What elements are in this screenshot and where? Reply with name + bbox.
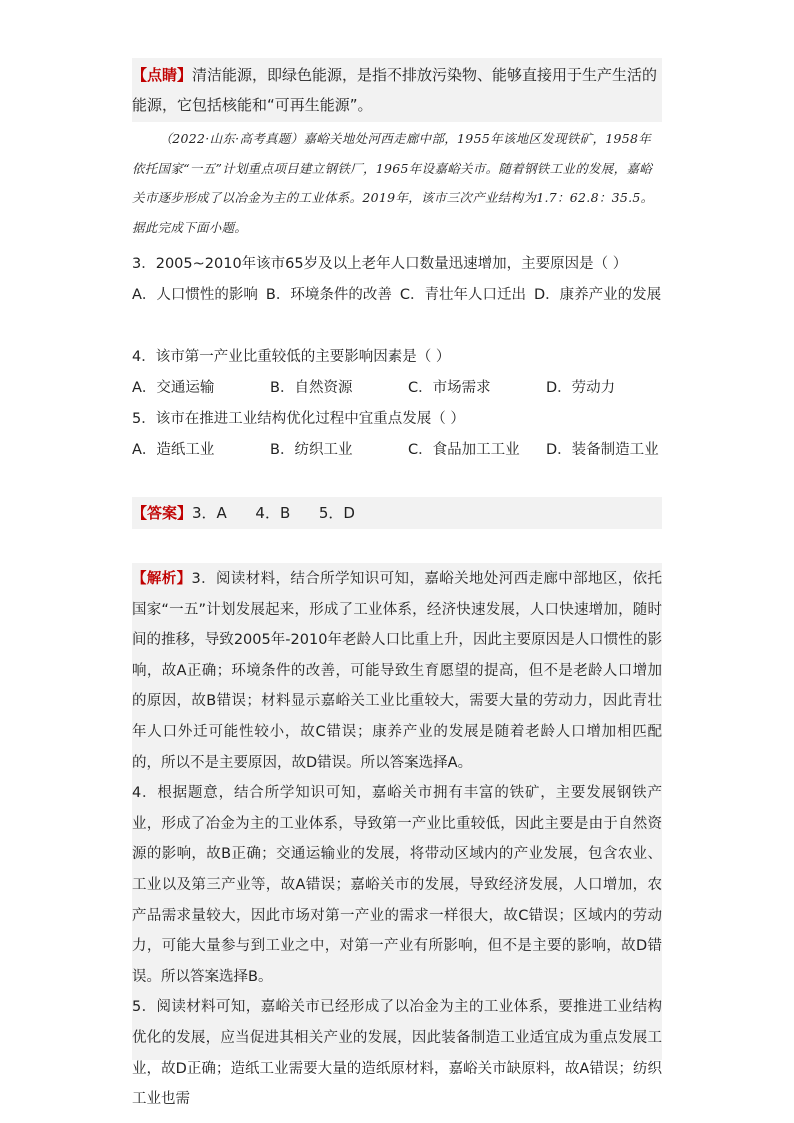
question-5-stem: 5．该市在推进工业结构优化过程中宜重点发展（ ） xyxy=(132,411,465,427)
option-4c: C．市场需求 xyxy=(408,380,491,396)
analysis-text-3: 3．阅读材料，结合所学知识可知，嘉峪关地处河西走廊中部地区，依托国家“一五”计划发展起来，形成了工业体系，经济快速发展，人口快速增加，随时间的推移，导致2005年-2010年老龄人口比重上升，因此主要原因是人口惯性的影响，故A正确；环境条件的改善，可能导致生育愿望的提高，但不是老龄人口增加的原因，故B错误；材料显示嘉峪关工业比重较大，需要大量的劳动力，因此青壮年人口外迁可能性较小，故C错误；康养产业的发展是随着老龄人口增加相匹配的，所以不是主要原因，故D错误。所以答案选择A。 xyxy=(132,571,663,771)
option-5a: A．造纸工业 xyxy=(132,442,215,458)
analysis-block xyxy=(132,563,663,1108)
option-5c: C．食品加工工业 xyxy=(408,442,520,458)
option-3a: A．人口惯性的影响 xyxy=(132,287,258,303)
answer-tag: 【答案】 xyxy=(132,504,193,522)
question-4-options xyxy=(132,373,662,404)
question-3-stem: 3．2005~2010年该市65岁及以上老年人口数量迅速增加，主要原因是（ ） xyxy=(132,256,628,272)
tip-text: 清洁能源，即绿色能源，是指不排放污染物、能够直接用于生产生活的能源，它包括核能和“可再生能源”。 xyxy=(132,66,658,114)
material-passage xyxy=(132,124,662,242)
tip-tag: 【点睛】 xyxy=(132,66,193,84)
option-5b: B．纺织工业 xyxy=(270,442,353,458)
tip-block xyxy=(132,58,662,122)
question-3 xyxy=(132,249,662,311)
question-5-options xyxy=(132,435,662,466)
option-5d: D．装备制造工业 xyxy=(546,442,659,458)
answer-text: 3．A 4．B 5．D xyxy=(192,504,355,522)
option-4b: B．自然资源 xyxy=(270,380,353,396)
analysis-para-5: 5．阅读材料可知，嘉峪关市已经形成了以冶金为主的工业体系，要推进工业结构优化的发展，应当促进其相关产业的发展，因此装备制造工业适宜成为重点发展工业，故D正确；造纸工业需要大量的造纸原材料，嘉峪关市缺原料，故A错误；纺织工业也需 xyxy=(132,999,662,1108)
question-5 xyxy=(132,404,662,466)
question-4 xyxy=(132,342,662,404)
option-3d: D．康养产业的发展 xyxy=(534,287,662,303)
question-3-options xyxy=(132,280,662,311)
answer-block xyxy=(132,497,662,529)
option-4d: D．劳动力 xyxy=(546,380,616,396)
option-3b: B．环境条件的改善 xyxy=(265,287,392,303)
analysis-tag: 【解析】 xyxy=(132,571,192,587)
analysis-para-3 xyxy=(132,564,662,778)
option-4a: A．交通运输 xyxy=(132,380,215,396)
analysis-para-4: 4．根据题意，结合所学知识可知，嘉峪关市拥有丰富的铁矿，主要发展钢铁产业，形成了冶金为主的工业体系，导致第一产业比重较低，因此主要是由于自然资源的影响，故B正确；交通运输业的发展，将带动区域内的产业发展，包含农业、工业以及第三产业等，故A错误；嘉峪关市的发展，导致经济发展，人口增加，农产品需求量较大，因此市场对第一产业的需求一样很大，故C错误；区域内的劳动力，可能大量参与到工业之中，对第一产业有所影响，但不是主要的影响，故D错误。所以答案选择B。 xyxy=(132,785,662,985)
option-3c: C．青壮年人口迁出 xyxy=(399,287,526,303)
question-4-stem: 4．该市第一产业比重较低的主要影响因素是（ ） xyxy=(132,349,451,365)
material-text: （2022·山东·高考真题）嘉峪关地处河西走廊中部，1955年该地区发现铁矿，1958年依托国家“一五”计划重点项目建立钢铁厂，1965年设嘉峪关市。随着钢铁工业的发展，嘉峪关市逐步形成了以冶金为主的工业体系。2019年，该市三次产业结构为1.7：62.8：35.5。据此完成下面小题。 xyxy=(132,131,654,235)
